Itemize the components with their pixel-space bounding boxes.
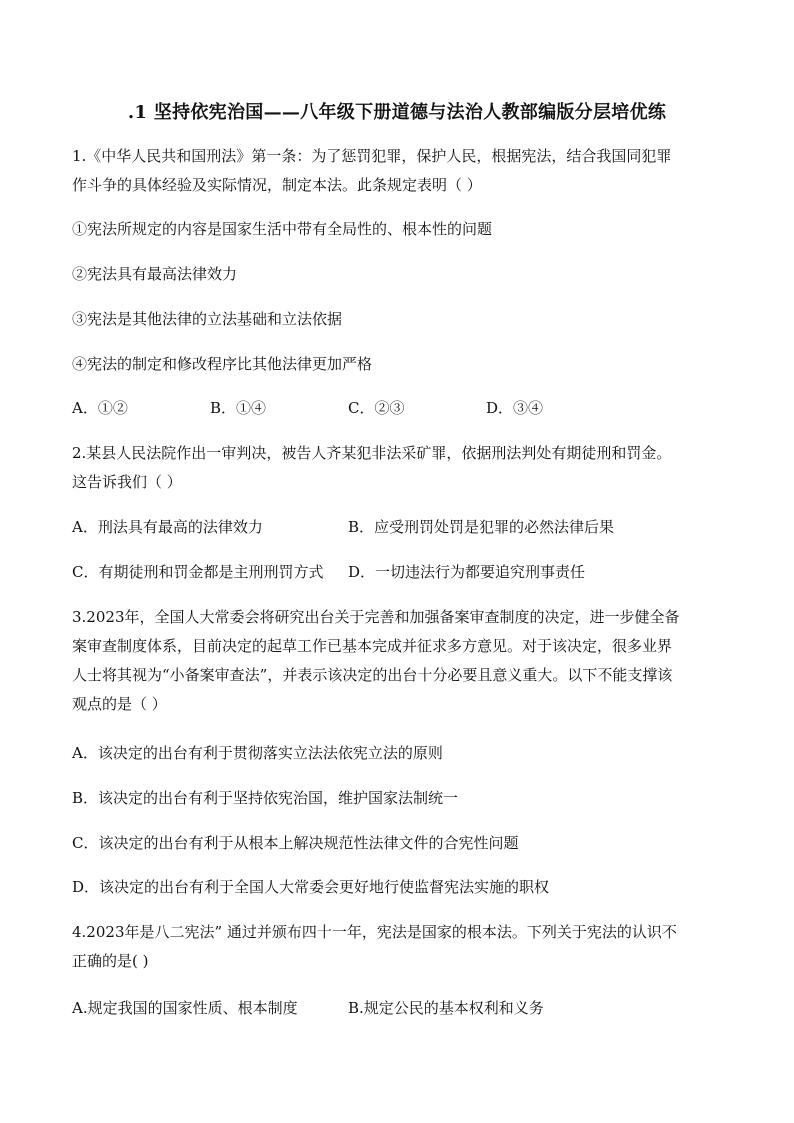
q2-option-c: C．有期徒刑和罚金都是主刑刑罚方式 — [72, 563, 324, 581]
q3-option-c: C．该决定的出台有利于从根本上解决规范性法律文件的合宪性问题 — [72, 834, 519, 852]
q3-stem-line1: 3.2023年，全国人大常委会将研究出台关于完善和加强备案审查制度的决定，进一步健全备 — [72, 608, 680, 626]
q1-item-2: ②宪法具有最高法律效力 — [72, 265, 238, 283]
q2-option-d: D．一切违法行为都要追究刑事责任 — [348, 563, 586, 581]
q1-option-c: C．②③ — [348, 399, 405, 417]
q1-option-d: D．③④ — [486, 399, 544, 417]
q1-item-3: ③宪法是其他法律的立法基础和立法依据 — [72, 310, 343, 328]
q3-stem-line2: 案审查制度体系，目前决定的起草工作已基本完成并征求多方意见。对于该决定，很多业界 — [72, 637, 673, 655]
q2-option-a: A．刑法具有最高的法律效力 — [72, 518, 263, 536]
q1-stem-line2: 作斗争的具体经验及实际情况，制定本法。此条规定表明（ ） — [72, 176, 482, 194]
q1-item-1: ①宪法所规定的内容是国家生活中带有全局性的、根本性的问题 — [72, 220, 493, 238]
q3-option-a: A．该决定的出台有利于贯彻落实立法法依宪立法的原则 — [72, 744, 443, 762]
q2-option-b: B．应受刑罚处罚是犯罪的必然法律后果 — [348, 518, 615, 536]
q1-option-b: B．①④ — [210, 399, 267, 417]
q1-stem-line1: 1.《中华人民共和国刑法》第一条：为了惩罚犯罪，保护人民，根据宪法，结合我国同犯罪 — [72, 147, 672, 165]
q1-item-4: ④宪法的制定和修改程序比其他法律更加严格 — [72, 355, 373, 373]
q3-stem-line4: 观点的是（ ） — [72, 695, 167, 713]
q3-option-b: B．该决定的出台有利于坚持依宪治国，维护国家法制统一 — [72, 789, 459, 807]
q4-option-b: B.规定公民的基本权利和义务 — [348, 999, 544, 1017]
q4-stem-line2: 正确的是( ) — [72, 952, 149, 970]
q4-option-a: A.规定我国的国家性质、根本制度 — [72, 999, 298, 1017]
q1-option-a: A．①② — [72, 399, 128, 417]
page-title: .1 坚持依宪治国——八年级下册道德与法治人教部编版分层培优练 — [127, 102, 667, 123]
q3-option-d: D．该决定的出台有利于全国人大常委会更好地行使监督宪法实施的职权 — [72, 878, 550, 896]
q4-stem-line1: 4.2023年是八二宪法” 通过并颁布四十一年，宪法是国家的根本法。下列关于宪法的认识不 — [72, 923, 677, 941]
q2-stem-line2: 这告诉我们（ ） — [72, 473, 182, 491]
q2-stem-line1: 2.某县人民法院作出一审判决，被告人齐某犯非法采矿罪，依据刑法判处有期徒刑和罚金。 — [72, 444, 672, 462]
q3-stem-line3: 人士将其视为“小备案审查法”，并表示该决定的出台十分必要且意义重大。以下不能支撑该 — [72, 666, 673, 684]
